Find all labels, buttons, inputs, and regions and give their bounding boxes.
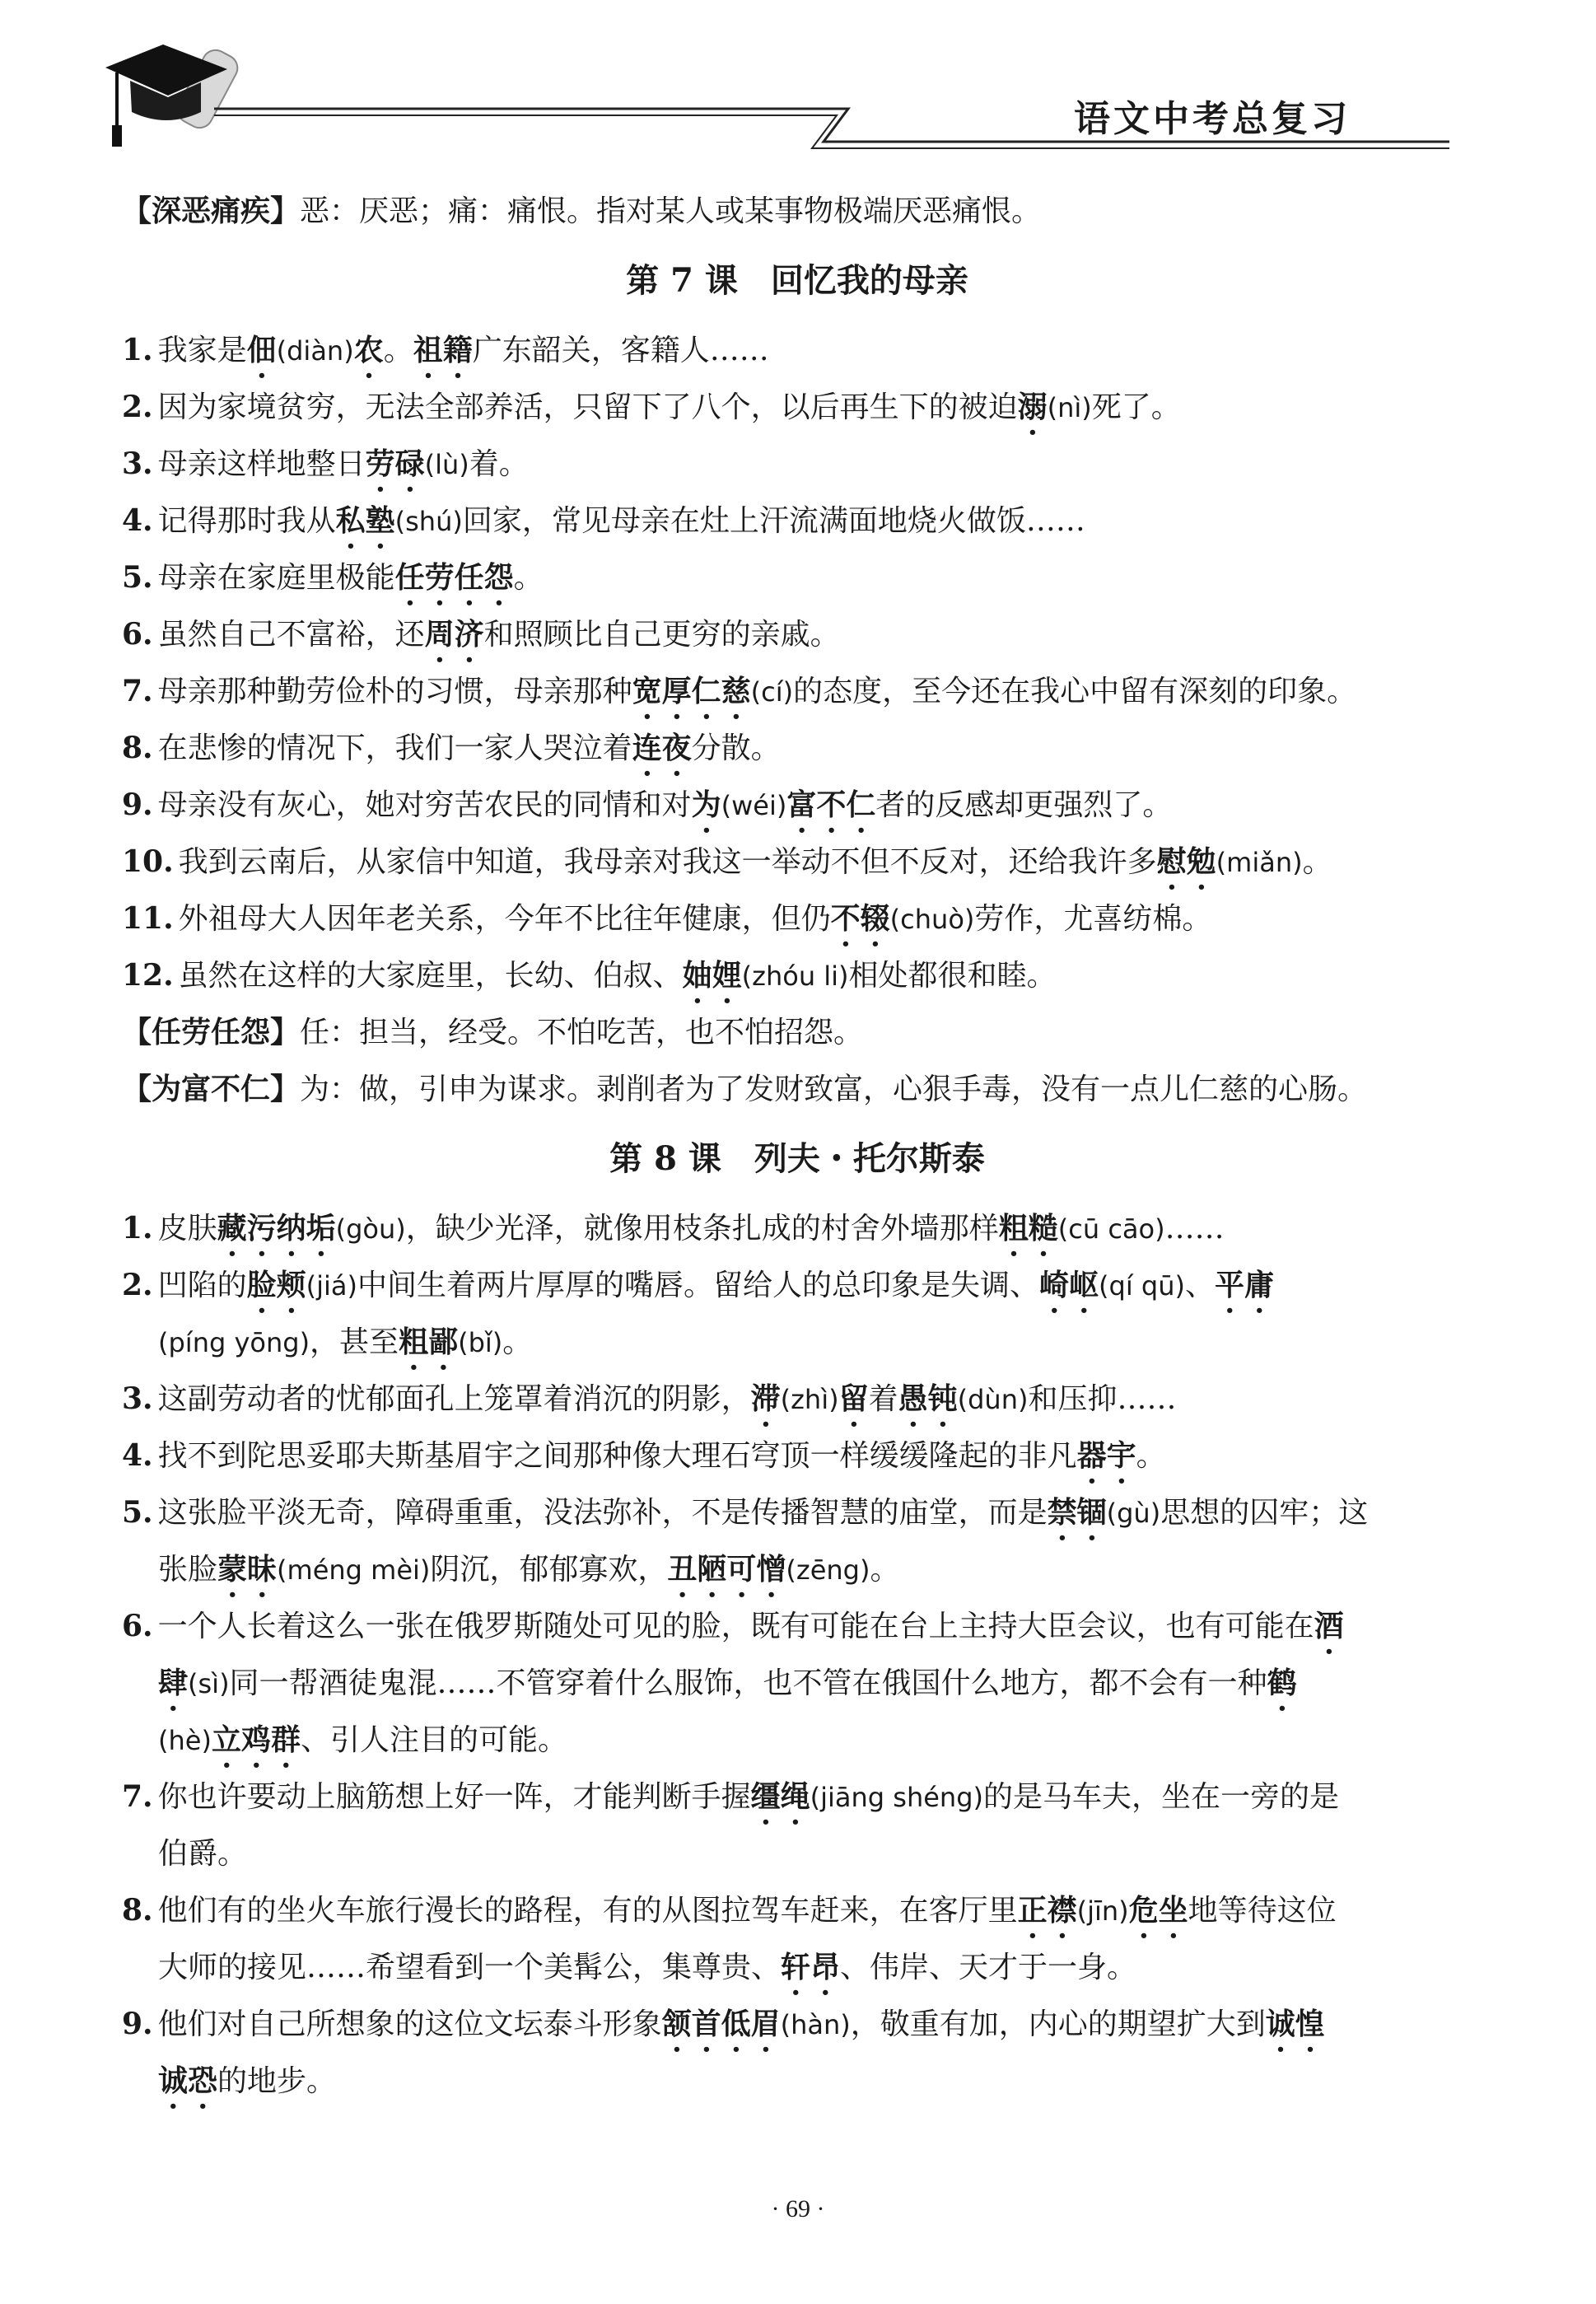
term-definition: 【为富不仁】为：做，引申为谋求。剥削者为了发财致富，心狠手毒，没有一点儿仁慈的心肠。 <box>122 1072 1368 1106</box>
list-item: 7. 你也许要动上脑筋想上好一阵，才能判断手握缰绳(jiāng shéng)的是马车夫，坐在一旁的是 <box>122 1779 1339 1814</box>
page-number: · 69 · <box>771 2195 825 2222</box>
list-item-continuation: (hè)立鸡群、引人注目的可能。 <box>158 1722 567 1757</box>
list-item: 4. 找不到陀思妥耶夫斯基眉宇之间那种像大理石穹顶一样缓缓隆起的非凡器宇。 <box>122 1438 1166 1473</box>
list-item-continuation: (píng yōng)，甚至粗鄙(bǐ)。 <box>158 1325 533 1359</box>
list-item: 2. 凹陷的脸颊(jiá)中间生着两片厚厚的嘴唇。留给人的总印象是失调、崎岖(qí qū)、平庸 <box>122 1268 1274 1302</box>
lesson-8-heading: 第 8 课 列夫・托尔斯泰 <box>609 1139 985 1178</box>
header-title: 语文中考总复习 <box>1074 98 1351 140</box>
list-item: 6. 一个人长着这么一张在俄罗斯随处可见的脸，既有可能在台上主持大臣会议，也有可能在酒 <box>122 1609 1344 1643</box>
list-item: 9. 母亲没有灰心，她对穷苦农民的同情和对为(wéi)富不仁者的反感却更强烈了。 <box>122 787 1173 822</box>
list-item: 8. 他们有的坐火车旅行漫长的路程，有的从图拉驾车赶来，在客厅里正襟(jīn)危坐地等待这位 <box>122 1893 1337 1928</box>
list-item-continuation: 张脸蒙昧(méng mèi)阴沉，郁郁寡欢，丑陋可憎(zēng)。 <box>158 1552 900 1587</box>
term-label: 【深恶痛疾】 <box>122 194 301 228</box>
page-content <box>122 183 1472 2110</box>
page-header <box>99 33 1466 173</box>
list-item: 5. 母亲在家庭里极能任劳任怨。 <box>122 560 544 595</box>
list-item: 8. 在悲惨的情况下，我们一家人哭泣着连夜分散。 <box>122 731 781 765</box>
list-item-continuation: 诚恐的地步。 <box>158 2063 337 2098</box>
list-item: 1. 皮肤藏污纳垢(gòu)，缺少光泽，就像用枝条扎成的村舍外墙那样粗糙(cū cāo)…… <box>122 1211 1225 1245</box>
list-item-continuation: 肆(sì)同一帮酒徒鬼混……不管穿着什么服饰，也不管在俄国什么地方，都不会有一种鹤 <box>158 1666 1297 1700</box>
list-item: 10. 我到云南后，从家信中知道，我母亲对我这一举动不但不反对，还给我许多慰勉(miǎn)。 <box>122 844 1332 879</box>
lesson-7-heading: 第 7 课 回忆我的母亲 <box>626 261 968 300</box>
list-item: 5. 这张脸平淡无奇，障碍重重，没法弥补，不是传播智慧的庙堂，而是禁锢(gù)思想的囚牢；这 <box>122 1495 1369 1530</box>
list-item: 9. 他们对自己所想象的这位文坛泰斗形象颔首低眉(hàn)，敬重有加，内心的期望扩大到诚惶 <box>122 2007 1325 2041</box>
list-item-continuation: 伯爵。 <box>158 1837 248 1871</box>
list-item: 12. 虽然在这样的大家庭里，长幼、伯叔、妯娌(zhóu li)相处都很和睦。 <box>122 958 1057 993</box>
list-item: 7. 母亲那种勤劳俭朴的习惯，母亲那种宽厚仁慈(cí)的态度，至今还在我心中留有深刻的印象。 <box>122 674 1357 708</box>
list-item: 1. 我家是佃(diàn)农。祖籍广东韶关，客籍人…… <box>122 333 769 367</box>
term-definition: 【任劳任怨】任：担当，经受。不怕吃苦，也不怕招怨。 <box>122 1015 864 1049</box>
list-item: 3. 这副劳动者的忧郁面孔上笼罩着消沉的阴影，滞(zhì)留着愚钝(dùn)和压抑…… <box>122 1381 1177 1416</box>
list-item: 4. 记得那时我从私塾(shú)回家，常见母亲在灶上汗流满面地烧火做饭…… <box>122 503 1085 538</box>
list-item: 11. 外祖母大人因年老关系，今年不比往年健康，但仍不辍(chuò)劳作，尤喜纺棉。 <box>122 901 1212 936</box>
definition-text: 恶：厌恶；痛：痛恨。指对某人或某事物极端厌恶痛恨。 <box>300 194 1042 228</box>
list-item: 3. 母亲这样地整日劳碌(lù)着。 <box>122 446 529 481</box>
intro-definition <box>122 183 1472 240</box>
list-item: 6. 虽然自己不富裕，还周济和照顾比自己更穷的亲戚。 <box>122 617 840 652</box>
list-item-continuation: 大师的接见……希望看到一个美髯公，集尊贵、轩昂、伟岸、天才于一身。 <box>158 1950 1137 1984</box>
list-item: 2. 因为家境贫穷，无法全部养活，只留下了八个，以后再生下的被迫溺(nì)死了。 <box>122 390 1181 424</box>
